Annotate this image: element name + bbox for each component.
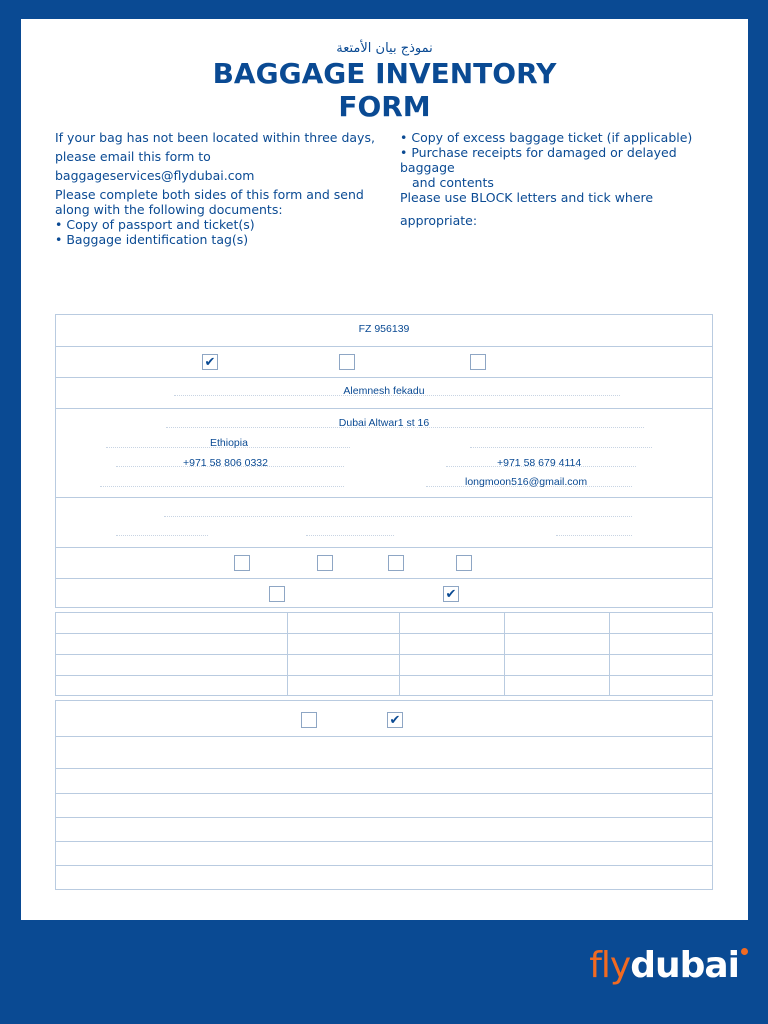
checkbox[interactable]: ✔ (202, 354, 218, 370)
instruction-bullet: • Copy of passport and ticket(s) (55, 217, 255, 232)
flight-reference: FZ 956139 (358, 323, 410, 335)
logo-dot-icon (741, 948, 748, 955)
checkbox[interactable]: ✔ (443, 586, 459, 602)
instruction-line: Please use BLOCK letters and tick where (400, 190, 654, 205)
country-value: Ethiopia (210, 437, 248, 449)
instructions-right (400, 130, 700, 228)
baggage-table (55, 612, 713, 696)
title-line-2: FORM (338, 90, 431, 123)
passenger-details-section (55, 314, 713, 608)
checkbox[interactable] (317, 555, 333, 571)
email-link[interactable]: baggageservices@flydubai.com (55, 168, 255, 183)
checkbox[interactable] (234, 555, 250, 571)
phone-2-value: +971 58 679 4114 (497, 457, 582, 469)
contents-section (55, 700, 713, 890)
arabic-title: نموذج بيان الأمتعة (336, 41, 433, 56)
form-sheet (21, 19, 748, 920)
instruction-bullet: • Purchase receipts for damaged or delayed baggage (400, 145, 677, 175)
checkbox[interactable] (269, 586, 285, 602)
checkbox[interactable] (470, 354, 486, 370)
instructions-left (55, 130, 385, 247)
email-value: longmoon516@gmail.com (465, 476, 588, 488)
instruction-line: and contents (412, 175, 494, 190)
address-value: Dubai Altwar1 st 16 (338, 417, 430, 429)
checkbox[interactable]: ✔ (387, 712, 403, 728)
passenger-name: Alemnesh fekadu (343, 385, 425, 397)
instruction-bullet: • Baggage identification tag(s) (55, 232, 249, 247)
instruction-line: Please complete both sides of this form and send along with the following documents: (55, 187, 364, 217)
checkbox[interactable] (301, 712, 317, 728)
phone-1-value: +971 58 806 0332 (183, 457, 268, 469)
instruction-line: please email this form to (55, 149, 211, 164)
instruction-bullet: • Copy of excess baggage ticket (if applicable) (400, 130, 693, 145)
form-title (21, 57, 748, 123)
flydubai-logo (589, 944, 748, 988)
logo-dubai: dubai (630, 945, 739, 986)
checkbox[interactable] (388, 555, 404, 571)
checkbox[interactable] (456, 555, 472, 571)
title-line-1: BAGGAGE INVENTORY (212, 57, 557, 90)
checkbox[interactable] (339, 354, 355, 370)
instruction-line: If your bag has not been located within three days, (55, 130, 375, 145)
logo-fly: fly (589, 945, 631, 986)
instruction-line: appropriate: (400, 213, 478, 228)
